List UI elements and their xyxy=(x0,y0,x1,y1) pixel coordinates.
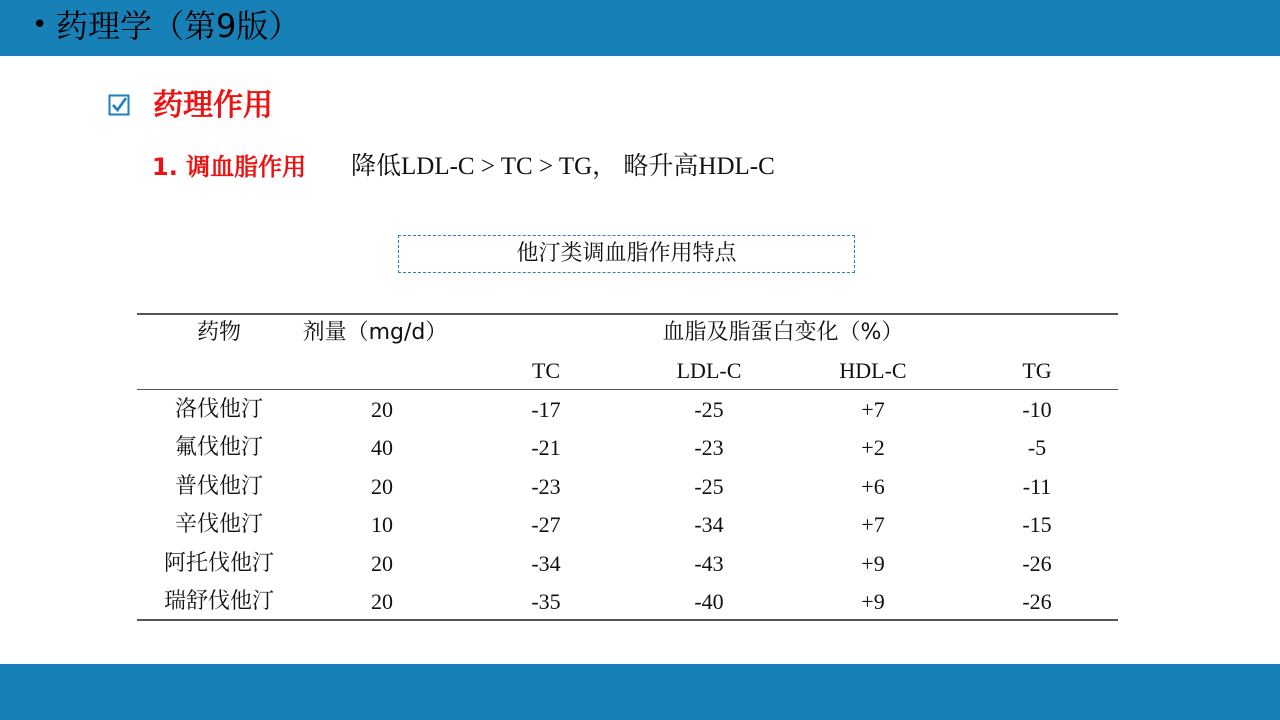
cell-tc: -17 xyxy=(531,397,561,422)
header-tg: TG xyxy=(1022,358,1052,383)
cell-tg: -26 xyxy=(1022,589,1052,614)
cell-drug: 辛伐他汀 xyxy=(174,512,264,538)
header-change-group: 血脂及脂蛋白变化（%） xyxy=(662,320,904,345)
cell-hdl: +7 xyxy=(861,397,885,422)
cell-tc: -23 xyxy=(531,473,561,499)
cell-ldl: -25 xyxy=(694,473,724,499)
cell-dose: 40 xyxy=(371,435,393,461)
cell-tg: -10 xyxy=(1022,397,1052,422)
cell-hdl: +9 xyxy=(861,550,885,576)
table-top-rule xyxy=(137,313,1118,315)
cell-tg: -26 xyxy=(1022,550,1052,576)
cell-drug: 洛伐他汀 xyxy=(174,397,264,422)
cell-hdl: +7 xyxy=(861,512,885,538)
header-hdl: HDL-C xyxy=(839,358,907,383)
header-drug: 药物 xyxy=(196,320,242,345)
table-bottom-rule xyxy=(137,619,1118,621)
cell-ldl: -40 xyxy=(694,589,724,614)
cell-tc: -34 xyxy=(531,550,561,576)
cell-ldl: -23 xyxy=(694,435,724,461)
cell-ldl: -25 xyxy=(694,397,724,422)
cell-drug: 氟伐他汀 xyxy=(174,435,264,461)
checkbox-checked-icon xyxy=(108,94,130,116)
header-bar xyxy=(0,0,1280,56)
page-title: 药理学（第9版） xyxy=(56,7,301,45)
cell-hdl: +6 xyxy=(861,473,885,499)
point-label: 1. 调血脂作用 xyxy=(152,153,307,181)
header-bullet: • xyxy=(32,10,48,40)
cell-hdl: +9 xyxy=(861,589,885,614)
cell-dose: 20 xyxy=(371,589,393,614)
header-dose: 剂量（mg/d） xyxy=(302,320,448,345)
cell-hdl: +2 xyxy=(861,435,885,461)
header-ldl: LDL-C xyxy=(676,358,742,383)
cell-tg: -15 xyxy=(1022,512,1052,538)
point-text: 降低LDL-C > TC > TG， 略升高HDL-C xyxy=(351,153,775,180)
cell-ldl: -43 xyxy=(694,550,724,576)
cell-dose: 20 xyxy=(371,397,393,422)
cell-tg: -11 xyxy=(1022,473,1052,499)
cell-tg: -5 xyxy=(1027,435,1047,461)
cell-drug: 普伐他汀 xyxy=(174,473,264,499)
header-tc: TC xyxy=(531,358,561,383)
cell-dose: 20 xyxy=(371,473,393,499)
section-heading: 药理作用 xyxy=(153,88,273,123)
cell-tc: -21 xyxy=(531,435,561,461)
cell-dose: 10 xyxy=(371,512,393,538)
cell-tc: -27 xyxy=(531,512,561,538)
cell-tc: -35 xyxy=(531,589,561,614)
table-caption: 他汀类调血脂作用特点 xyxy=(398,235,855,273)
cell-drug: 瑞舒伐他汀 xyxy=(163,589,275,614)
cell-dose: 20 xyxy=(371,550,393,576)
cell-ldl: -34 xyxy=(694,512,724,538)
table-header-rule xyxy=(137,389,1118,390)
footer-bar xyxy=(0,664,1280,720)
cell-drug: 阿托伐他汀 xyxy=(163,550,275,576)
